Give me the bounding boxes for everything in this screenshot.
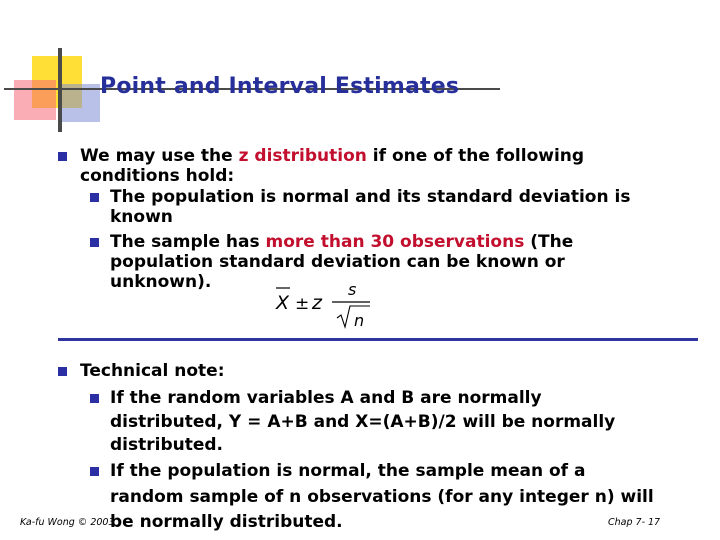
note1-line2: distributed, Y = A+B and X=(A+B)/2 will be normally: [110, 412, 616, 432]
bullet-icon: [90, 238, 99, 247]
section1-intro: [80, 146, 640, 166]
bullet-icon: [90, 193, 99, 202]
bullet-icon: [58, 367, 67, 376]
note2-line2: random sample of n observations (for any integer n) will: [110, 487, 654, 507]
sub2-prefix: The sample has: [110, 232, 266, 252]
note1-line3: distributed.: [110, 435, 224, 455]
decor-red-square: [14, 80, 56, 120]
bullet-icon: [58, 152, 67, 161]
slide-title: Point and Interval Estimates: [100, 74, 460, 99]
formula-numerator: s: [348, 280, 357, 299]
sub2-highlight: more than 30 observations: [265, 232, 525, 252]
sub2-line2: population standard deviation can be known or: [110, 252, 565, 272]
decor-vertical-line: [58, 48, 62, 132]
sub2-line1: [110, 232, 670, 252]
section2-heading: Technical note:: [80, 361, 225, 381]
note2-line3: be normally distributed.: [110, 512, 343, 532]
formula-xbar: X: [276, 292, 290, 314]
section-divider: [58, 338, 698, 341]
footer-author: Ka-fu Wong © 2003: [20, 517, 115, 528]
bullet-icon: [90, 394, 99, 403]
sub2-line3: unknown).: [110, 272, 212, 292]
intro-suffix: if one of the following: [366, 146, 585, 166]
note2-line1: If the population is normal, the sample mean of a: [110, 461, 586, 481]
formula-denominator: n: [354, 311, 365, 330]
intro-prefix: We may use the: [80, 146, 239, 166]
footer-page-number: Chap 7- 17: [608, 517, 661, 528]
intro-highlight: z distribution: [238, 146, 367, 166]
formula-pm: ±: [295, 294, 310, 314]
sub2-suffix: (The: [524, 232, 574, 252]
sub1-line2: known: [110, 207, 173, 227]
confidence-interval-formula: [274, 278, 384, 332]
formula-z: z: [312, 292, 322, 314]
sub1-line1: The population is normal and its standard deviation is: [110, 187, 631, 207]
note1-line1: If the random variables A and B are normally: [110, 388, 542, 408]
bullet-icon: [90, 467, 99, 476]
section1-intro-line2: conditions hold:: [80, 166, 235, 186]
